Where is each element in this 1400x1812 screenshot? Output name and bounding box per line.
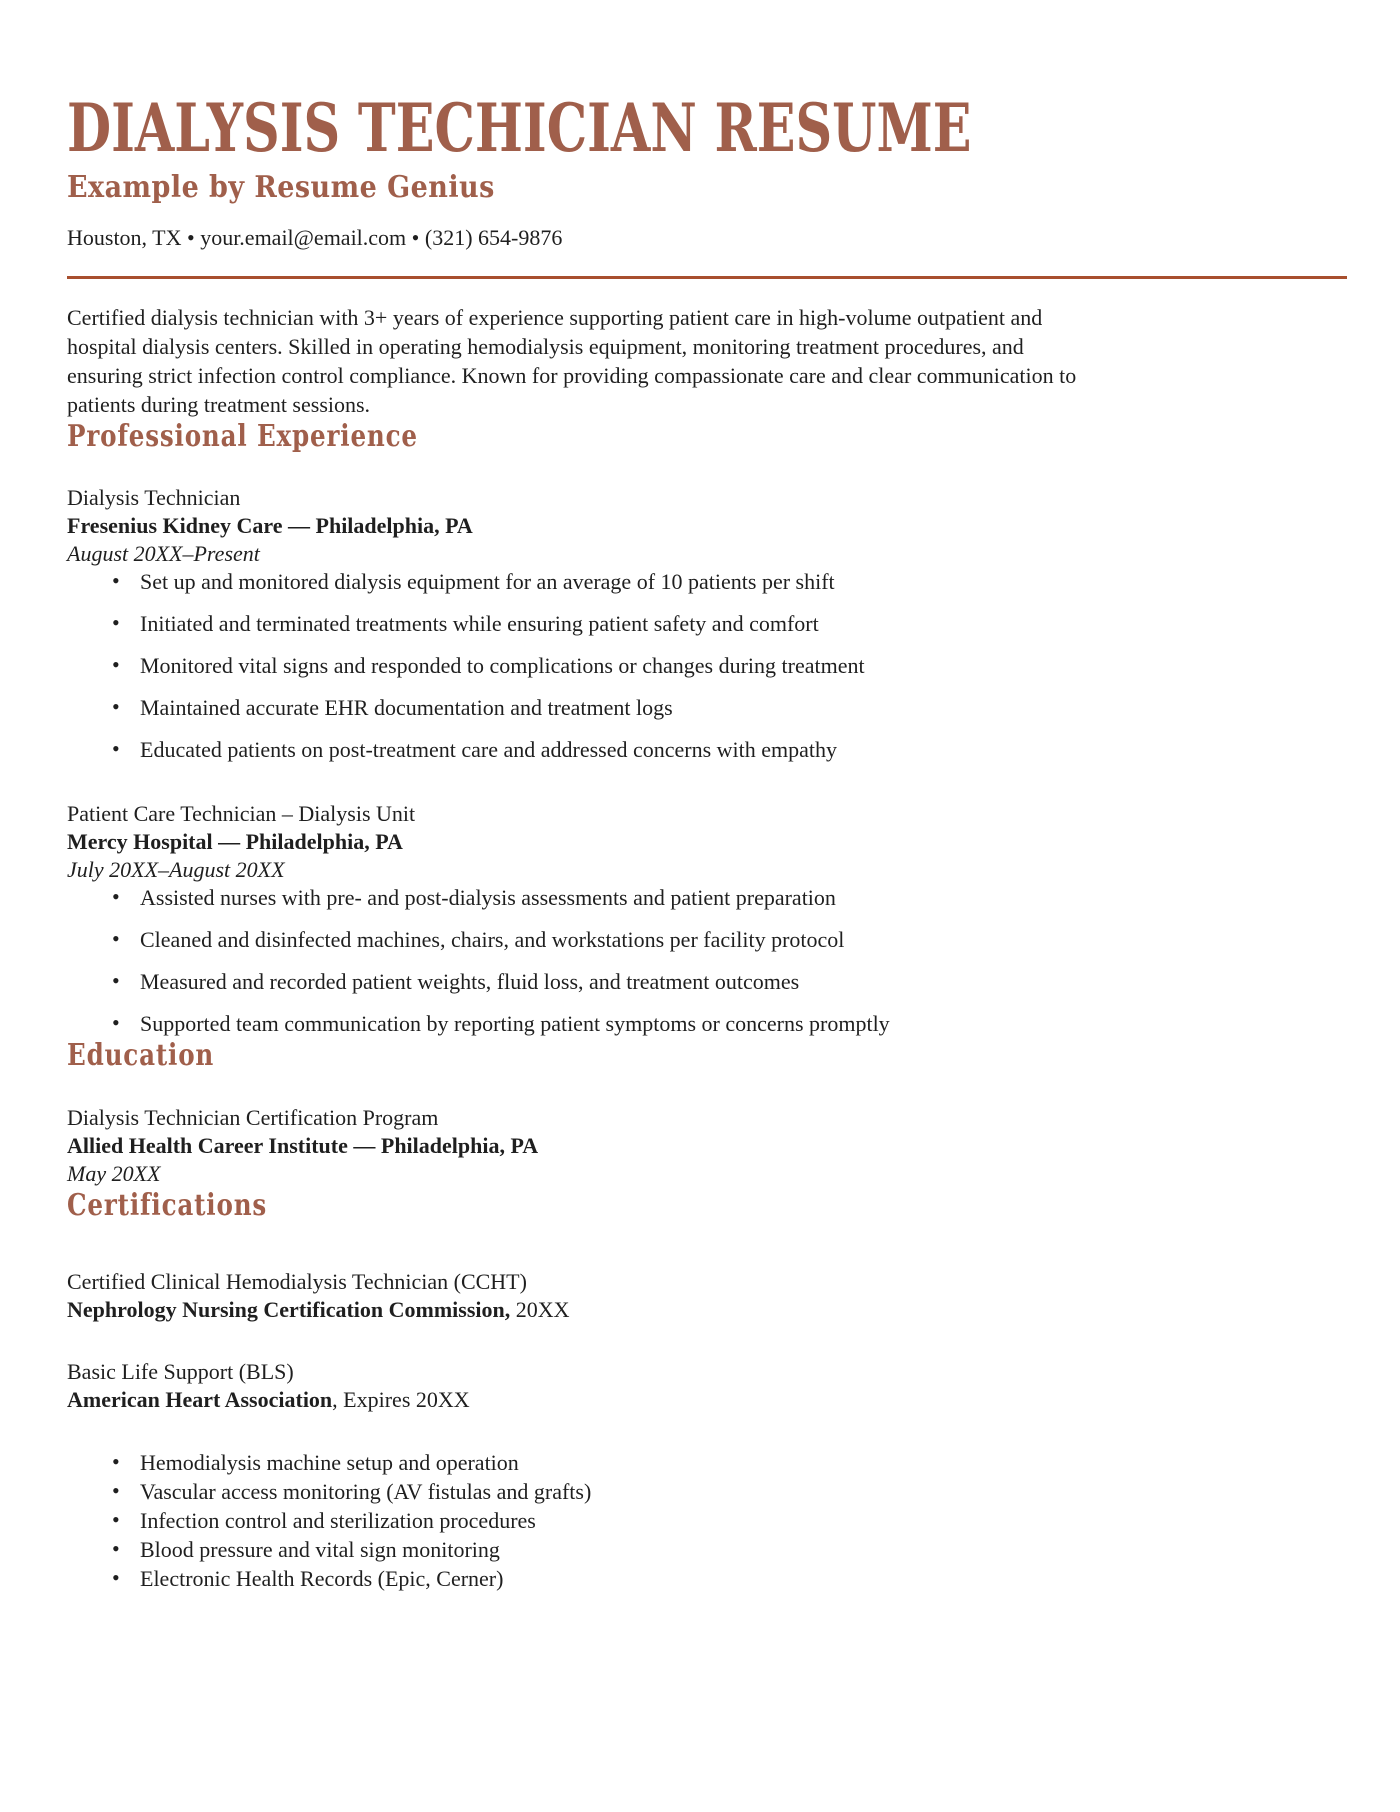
certification-entry — [67, 1358, 1347, 1414]
certification-name: Certified Clinical Hemodialysis Technician (CCHT) — [67, 1269, 527, 1294]
job-bullet-list — [67, 568, 1347, 764]
skill-item: • Infection control and sterilization procedures — [140, 1506, 1347, 1535]
certification-org-line — [67, 1296, 1347, 1324]
summary-line: ensuring strict infection control compliance. Known for providing compassionate care and clear communication to — [67, 363, 1077, 388]
job-entry — [67, 484, 1347, 568]
bullet-item: • Assisted nurses with pre- and post-dialysis assessments and patient preparation — [140, 884, 1347, 912]
job-company: Fresenius Kidney Care — Philadelphia, PA — [67, 513, 473, 538]
education-date: May 20XX — [67, 1161, 161, 1186]
bullet-item: • Supported team communication by reporting patient symptoms or concerns promptly — [140, 1010, 1347, 1038]
summary-line: patients during treatment sessions. — [67, 392, 371, 417]
subtitle: Example by Resume Genius — [67, 170, 495, 205]
divider-rule — [67, 276, 1347, 279]
bullet-item: • Monitored vital signs and responded to complications or changes during treatment — [140, 652, 1347, 680]
summary-paragraph — [67, 303, 1347, 419]
section-heading-certifications: Certifications — [67, 1188, 268, 1223]
education-program: Dialysis Technician Certification Program — [67, 1105, 439, 1130]
skill-item: • Hemodialysis machine setup and operation — [140, 1448, 1347, 1477]
certification-org: Nephrology Nursing Certification Commission, — [67, 1297, 511, 1322]
skill-item: • Blood pressure and vital sign monitoring — [140, 1535, 1347, 1564]
bullet-item: • Measured and recorded patient weights, fluid loss, and treatment outcomes — [140, 968, 1347, 996]
summary-line: Certified dialysis technician with 3+ years of experience supporting patient care in high-volume outpatient and — [67, 305, 1043, 330]
job-dates: August 20XX–Present — [67, 541, 260, 566]
job-bullet-list — [67, 884, 1347, 1038]
page-title: DIALYSIS TECHICIAN RESUME — [67, 89, 972, 167]
certification-name: Basic Life Support (BLS) — [67, 1359, 294, 1384]
summary-line: hospital dialysis centers. Skilled in operating hemodialysis equipment, monitoring treatment procedures, and — [67, 334, 1024, 359]
job-entry — [67, 800, 1347, 884]
contact-line: Houston, TX • your.email@email.com • (321) 654-9876 — [67, 225, 563, 250]
bullet-item: • Initiated and terminated treatments while ensuring patient safety and comfort — [140, 610, 1347, 638]
section-heading-education: Education — [67, 1038, 215, 1073]
certification-year: 20XX — [510, 1297, 570, 1322]
job-title: Patient Care Technician – Dialysis Unit — [67, 801, 416, 826]
job-dates: July 20XX–August 20XX — [67, 857, 285, 882]
job-company: Mercy Hospital — Philadelphia, PA — [67, 829, 403, 854]
certification-org-line — [67, 1386, 1347, 1414]
bullet-item: • Set up and monitored dialysis equipment for an average of 10 patients per shift — [140, 568, 1347, 596]
certification-expiry: , Expires 20XX — [332, 1387, 470, 1412]
bullet-item: • Maintained accurate EHR documentation and treatment logs — [140, 694, 1347, 722]
certification-entry — [67, 1268, 1347, 1324]
skills-list — [67, 1448, 1347, 1593]
certification-org: American Heart Association — [67, 1387, 333, 1412]
skill-item: • Electronic Health Records (Epic, Cerner) — [140, 1564, 1347, 1593]
section-heading-experience: Professional Experience — [67, 419, 418, 454]
education-school: Allied Health Career Institute — Philadelphia, PA — [67, 1133, 539, 1158]
education-entry — [67, 1104, 1347, 1188]
skill-item: • Vascular access monitoring (AV fistulas and grafts) — [140, 1477, 1347, 1506]
resume-header — [67, 89, 1347, 252]
job-title: Dialysis Technician — [67, 485, 241, 510]
bullet-item: • Educated patients on post-treatment care and addressed concerns with empathy — [140, 736, 1347, 764]
bullet-item: • Cleaned and disinfected machines, chairs, and workstations per facility protocol — [140, 926, 1347, 954]
